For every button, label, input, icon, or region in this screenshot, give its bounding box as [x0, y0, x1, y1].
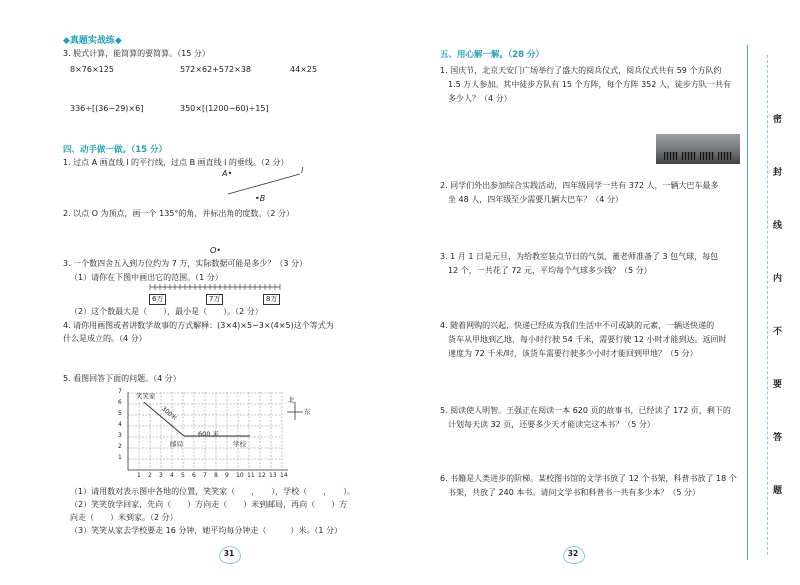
dist-600: 600 米 — [198, 430, 219, 438]
x-tick-label: 4 — [170, 472, 174, 479]
q4-4-line1: 4. 请你用画图或者讲数学故事的方式解释：(3×4)×5−3×(4×5)这个等式为 — [63, 321, 334, 330]
x-tick-label: 1 — [137, 472, 141, 479]
tick-7wan: 7万 — [206, 294, 223, 305]
r-q5-line2: 计划每天读 32 页，还要多少天才能读完这本书？（5 分） — [448, 420, 655, 429]
point-a-label: A• — [222, 169, 233, 178]
dist-300: 300米 — [160, 405, 178, 422]
x-tick-label: 12 — [258, 472, 266, 479]
r-q5-line1: 5. 阅读使人明智。王强正在阅读一本 620 页的故事书，已经读了 172 页，剩下的 — [440, 406, 731, 415]
seal-char: 题 — [773, 486, 783, 496]
q3-title: 3. 脱式计算，能简算的要简算。（15 分） — [63, 49, 210, 58]
y-tick-label: 7 — [118, 388, 122, 395]
practice-banner: ◆真题实战练◆ — [63, 36, 122, 46]
x-tick-label: 2 — [148, 472, 152, 479]
calc-4: 336÷[(36−29)×6] — [70, 104, 144, 113]
compass-east: 东 — [304, 408, 311, 416]
r-q6-line1: 6. 书籍是人类进步的阶梯。某校图书馆的文学书放了 12 个书架，科普书放了 18 个 — [440, 474, 737, 483]
section-4-title: 四、动手做一做。（15 分） — [63, 145, 168, 155]
q4-5-sub2b: 向走（ ）米到家。（2 分） — [70, 513, 178, 522]
q4-1: 1. 过点 A 画直线 l 的平行线，过点 B 画直线 l 的垂线。（2 分） — [63, 158, 289, 167]
seal-char: 封 — [773, 168, 783, 178]
x-tick-label: 7 — [203, 472, 207, 479]
r-q1-line3: 多少人？（4 分） — [448, 94, 512, 103]
seal-dashed-line — [767, 55, 768, 555]
seal-char: 内 — [773, 274, 783, 284]
x-tick-label: 11 — [247, 472, 255, 479]
q4-3: 3. 一个数四舍五入到万位约为 7 万，实际数据可能是多少？（3 分） — [63, 259, 307, 268]
r-q4-line2: 货车从甲地到乙地，每小时行驶 54 千米，需要行驶 12 小时才能到达。返回时 — [448, 335, 727, 344]
seal-char: 不 — [773, 327, 783, 337]
r-q6-line2: 书架，共放了 240 本书。请问文学书和科普书一共有多少本？（5 分） — [448, 488, 700, 497]
x-tick-label: 9 — [225, 472, 229, 479]
r-q4-line3: 速度为 72 千米/时，该货车需要行驶多少小时才能回到甲地？（5 分） — [448, 349, 698, 358]
y-tick-label: 4 — [118, 421, 122, 428]
q4-5-sub1: （1）请用数对表示图中各地的位置，笑笑家（ ， ），学校（ ， ）。 — [70, 487, 356, 496]
y-tick-label: 3 — [118, 432, 122, 439]
x-tick-label: 5 — [181, 472, 185, 479]
seal-char: 密 — [773, 115, 783, 125]
page-number-31: 31 — [219, 546, 239, 562]
tick-8wan: 8万 — [263, 294, 280, 305]
x-tick-label: 10 — [236, 472, 244, 479]
x-tick-label: 3 — [159, 472, 163, 479]
y-tick-label: 6 — [118, 399, 122, 406]
seal-char: 要 — [773, 380, 783, 390]
page-number-32: 32 — [563, 546, 583, 562]
parade-photo — [656, 134, 740, 164]
compass-icon — [285, 402, 305, 422]
q4-5: 5. 看图回答下面的问题。（4 分） — [63, 374, 181, 383]
x-tick-label: 6 — [192, 472, 196, 479]
school-label: 学校 — [233, 440, 246, 448]
tick-6wan: 6万 — [149, 294, 166, 305]
home-label: 笑笑家 — [136, 392, 156, 400]
q4-3-sub2: （2）这个数最大是（ ），最小是（ ）。（2 分） — [70, 307, 263, 316]
post-office-label: 邮局 — [170, 440, 183, 448]
r-q1-line1: 1. 国庆节，北京天安门广场举行了盛大的阅兵仪式，阅兵仪式共有 59 个方队约 — [440, 66, 722, 75]
r-q2-line2: 坐 48 人，四年级至少需要几辆大巴车？（4 分） — [448, 195, 623, 204]
r-q4-line1: 4. 随着网购的兴起，快递已经成为我们生活中不可或缺的元素，一辆送快递的 — [440, 321, 715, 330]
x-tick-label: 8 — [214, 472, 218, 479]
q4-2: 2. 以点 O 为顶点，画一个 135°的角，并标出角的度数。（2 分） — [63, 209, 295, 218]
line-l-label: l — [301, 166, 304, 175]
r-q3-line2: 12 个，一共花了 72 元，平均每个气球多少钱？（5 分） — [448, 266, 652, 275]
calc-5: 350×[(1200−60)÷15] — [180, 104, 269, 113]
y-tick-label: 2 — [118, 443, 122, 450]
x-tick-label: 14 — [280, 472, 288, 479]
calc-2: 572×62+572×38 — [180, 65, 252, 74]
binding-border — [747, 45, 748, 560]
q4-4-line2: 什么是成立的。（4 分） — [63, 334, 147, 343]
q4-5-sub3: （3）笑笑从家去学校要走 16 分钟，她平均每分钟走（ ）米。（1 分） — [70, 526, 342, 535]
calc-1: 8×76×125 — [70, 65, 114, 74]
q4-5-sub2a: （2）笑笑放学回家，先向（ ）方向走（ ）米到邮局，再向（ ）方 — [70, 500, 348, 509]
seal-char: 答 — [773, 433, 783, 443]
y-tick-label: 5 — [118, 410, 122, 417]
r-q3-line1: 3. 1 月 1 日是元旦，为给教室装点节日的气氛，董老师准备了 3 包气球，每包 — [440, 252, 719, 261]
seal-char: 线 — [773, 221, 783, 231]
y-tick-label: 1 — [118, 454, 122, 461]
q4-3-sub1: （1）请你在下图中画出它的范围。（1 分） — [70, 273, 223, 282]
x-tick-label: 13 — [269, 472, 277, 479]
r-q1-line2: 1.5 万人参加。其中徒步方队有 15 个方阵，每个方阵 352 人，徒步方队一共有 — [448, 80, 731, 89]
point-o-label: O• — [210, 246, 222, 255]
point-b-label: •B — [255, 194, 266, 203]
calc-3: 44×25 — [290, 65, 318, 74]
compass-north: 北 — [288, 396, 295, 404]
section-5-title: 五、用心解一解。（28 分） — [440, 50, 545, 60]
r-q2-line1: 2. 同学们外出参加综合实践活动，四年级同学一共有 372 人，一辆大巴车最多 — [440, 181, 719, 190]
